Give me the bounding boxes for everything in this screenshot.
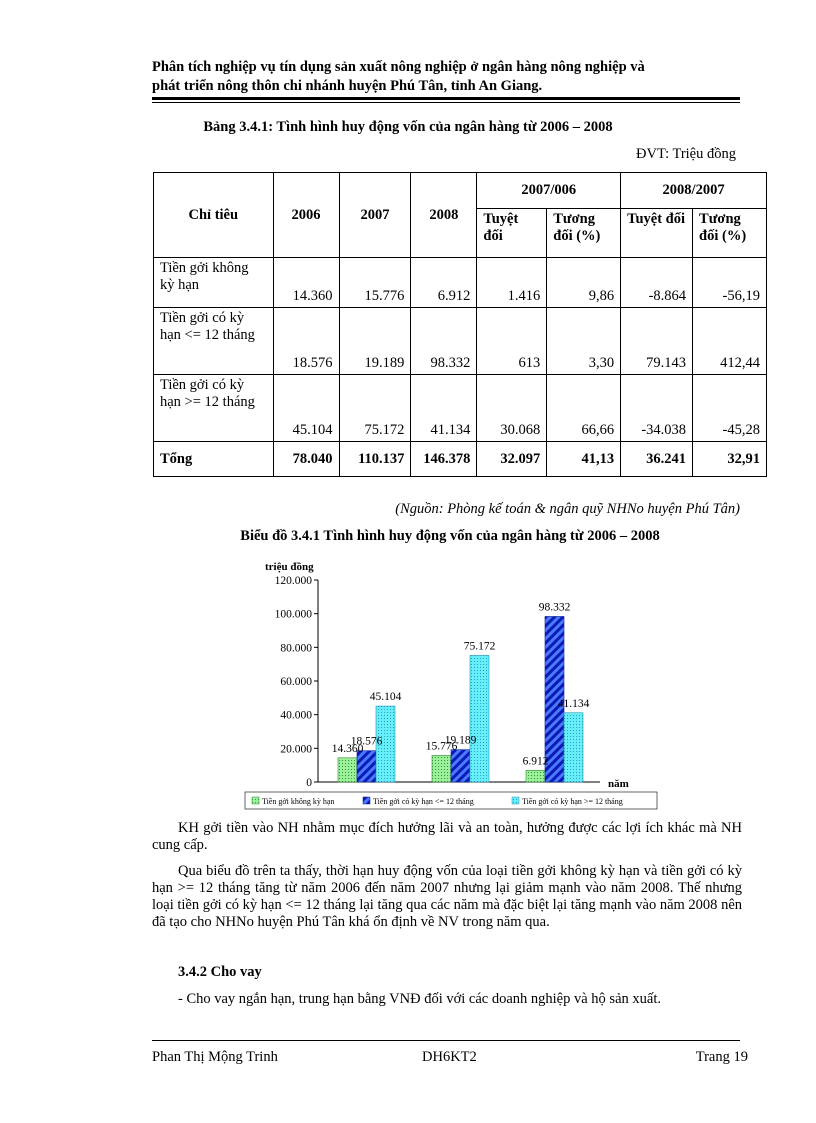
y-tick-label: 0 [306, 777, 312, 789]
header-line-2: phát triển nông thôn chi nhánh huyện Phú Tân, tỉnh An Giang. [152, 78, 543, 94]
table-row [154, 258, 767, 308]
cell-2008: 98.332 [411, 308, 477, 375]
footer-rule [152, 1040, 740, 1041]
cell-2007: 75.172 [339, 375, 411, 442]
table-total-row [154, 442, 767, 477]
bar-value-label: 75.172 [463, 640, 496, 653]
header-rule-thick [152, 97, 740, 100]
total-label: Tổng [154, 442, 274, 477]
legend-entry: Tiền gởi có kỳ hạn <= 12 tháng [373, 797, 474, 806]
row-label: Tiền gởi có kỳ hạn <= 12 tháng [154, 308, 274, 375]
footer-page-number: Trang 19 [695, 1049, 748, 1065]
legend-swatch [363, 797, 370, 804]
section-bullet: - Cho vay ngắn hạn, trung hạn bằng VNĐ đối với các doanh nghiệp và hộ sản xuất. [178, 991, 661, 1007]
y-tick-label: 60.000 [280, 676, 312, 688]
cell-2006: 18.576 [273, 308, 339, 375]
bar-2008-series-1 [526, 770, 545, 782]
y-tick-label: 80.000 [280, 642, 312, 655]
header-2008: 2008 [411, 173, 477, 258]
cell-abs-2: -34.038 [621, 375, 693, 442]
unit-note: ĐVT: Triệu đồng [636, 146, 736, 162]
cell-2008: 41.134 [411, 375, 477, 442]
cell-rel-2: -45,28 [693, 375, 767, 442]
y-tick-label: 120.000 [274, 575, 312, 587]
header-2006: 2006 [273, 173, 339, 258]
total-abs-1: 32.097 [477, 442, 547, 477]
document-header [152, 58, 752, 96]
legend-entry: Tiền gởi có kỳ hạn >= 12 tháng [522, 797, 623, 806]
bar-value-label: 98.332 [538, 601, 571, 614]
cell-2006: 45.104 [273, 375, 339, 442]
cell-rel-1: 9,86 [547, 258, 621, 308]
bar-2007-series-2 [451, 750, 470, 782]
y-axis-label: triệu đồng [265, 561, 314, 573]
cell-rel-1: 66,66 [547, 375, 621, 442]
total-abs-2: 36.241 [621, 442, 693, 477]
bar-value-label: 18.576 [350, 735, 383, 748]
bar-value-label: 41.134 [557, 697, 590, 710]
table-caption: Bảng 3.4.1: Tình hình huy động vốn của ngân hàng từ 2006 – 2008 [203, 119, 613, 135]
total-2007: 110.137 [339, 442, 411, 477]
y-tick-label: 20.000 [280, 743, 312, 756]
cell-rel-1: 3,30 [547, 308, 621, 375]
chart-caption: Biểu đồ 3.4.1 Tình hình huy động vốn của ngân hàng từ 2006 – 2008 [240, 528, 660, 544]
y-tick-label: 100.000 [274, 608, 312, 621]
cell-abs-1: 30.068 [477, 375, 547, 442]
bar-2006-series-2 [357, 751, 376, 782]
cell-2006: 14.360 [273, 258, 339, 308]
bar-value-label: 15.776 [425, 740, 458, 753]
chart-legend [245, 792, 657, 809]
cell-abs-1: 613 [477, 308, 547, 375]
table-row [154, 308, 767, 375]
cell-abs-2: 79.143 [621, 308, 693, 375]
total-rel-1: 41,13 [547, 442, 621, 477]
header-line-1: Phân tích nghiệp vụ tín dụng sản xuất nông nghiệp ở ngân hàng nông nghiệp và [152, 59, 645, 75]
cell-abs-1: 1.416 [477, 258, 547, 308]
bar-2007-series-1 [432, 755, 451, 782]
cell-rel-2: -56,19 [693, 258, 767, 308]
footer-author: Phan Thị Mộng Trinh [152, 1049, 278, 1065]
bar-2008-series-3 [564, 713, 583, 782]
cell-2008: 6.912 [411, 258, 477, 308]
bar-2007-series-3 [470, 655, 489, 782]
table-row [154, 375, 767, 442]
header-abs-2: Tuyệt đối [621, 209, 693, 258]
y-tick-label: 40.000 [280, 709, 312, 722]
header-group-2008-2007: 2008/2007 [621, 173, 767, 209]
paragraph-1: KH gởi tiền vào NH nhằm mục đích hưởng lãi và an toàn, hưởng được các lợi ích khác mà NH cung cấp. [152, 820, 742, 853]
bar-2006-series-1 [338, 758, 357, 782]
bar-value-label: 19.189 [444, 734, 477, 747]
legend-entry: Tiền gởi không kỳ hạn [262, 797, 335, 806]
row-label: Tiền gởi không kỳ hạn [154, 258, 274, 308]
x-axis-label: năm [608, 778, 629, 790]
header-rel-1: Tương đối (%) [547, 209, 621, 258]
row-label: Tiền gởi có kỳ hạn >= 12 tháng [154, 375, 274, 442]
bar-chart [240, 556, 665, 812]
paragraph-2: Qua biểu đồ trên ta thấy, thời hạn huy động vốn của loại tiền gởi không kỳ hạn và tiền gởi có kỳ hạn >= 12 tháng tăng từ năm 2006 đến năm 2007 nhưng lại giảm mạnh vào năm 2008. Thế nhưng loại tiền gởi có kỳ hạn <= 12 tháng lại tăng qua các năm mà đặc biệt lại tăng mạnh vào năm 2008 nên đã tạo cho NHNo huyện Phú Tân khá ổn định về NV trong năm qua. [152, 863, 742, 930]
cell-2007: 19.189 [339, 308, 411, 375]
table-header-row [154, 173, 767, 209]
total-2008: 146.378 [411, 442, 477, 477]
data-table [153, 172, 767, 477]
cell-rel-2: 412,44 [693, 308, 767, 375]
total-rel-2: 32,91 [693, 442, 767, 477]
bar-value-label: 45.104 [369, 691, 402, 704]
footer-class: DH6KT2 [422, 1049, 477, 1065]
header-abs-1: Tuyệt đối [477, 209, 547, 258]
legend-swatch [512, 797, 519, 804]
bar-value-label: 6.912 [522, 755, 549, 768]
bar-value-label: 14.360 [331, 742, 364, 755]
table-source-note: (Nguồn: Phòng kế toán & ngân quỹ NHNo huyện Phú Tân) [395, 501, 740, 517]
total-2006: 78.040 [273, 442, 339, 477]
header-2007: 2007 [339, 173, 411, 258]
cell-abs-2: -8.864 [621, 258, 693, 308]
legend-swatch [252, 797, 259, 804]
header-indicator: Chỉ tiêu [154, 173, 274, 258]
header-group-2007-2006: 2007/006 [477, 173, 621, 209]
section-heading: 3.4.2 Cho vay [178, 964, 262, 980]
header-rule-thin [152, 102, 740, 103]
header-rel-2: Tương đối (%) [693, 209, 767, 258]
cell-2007: 15.776 [339, 258, 411, 308]
